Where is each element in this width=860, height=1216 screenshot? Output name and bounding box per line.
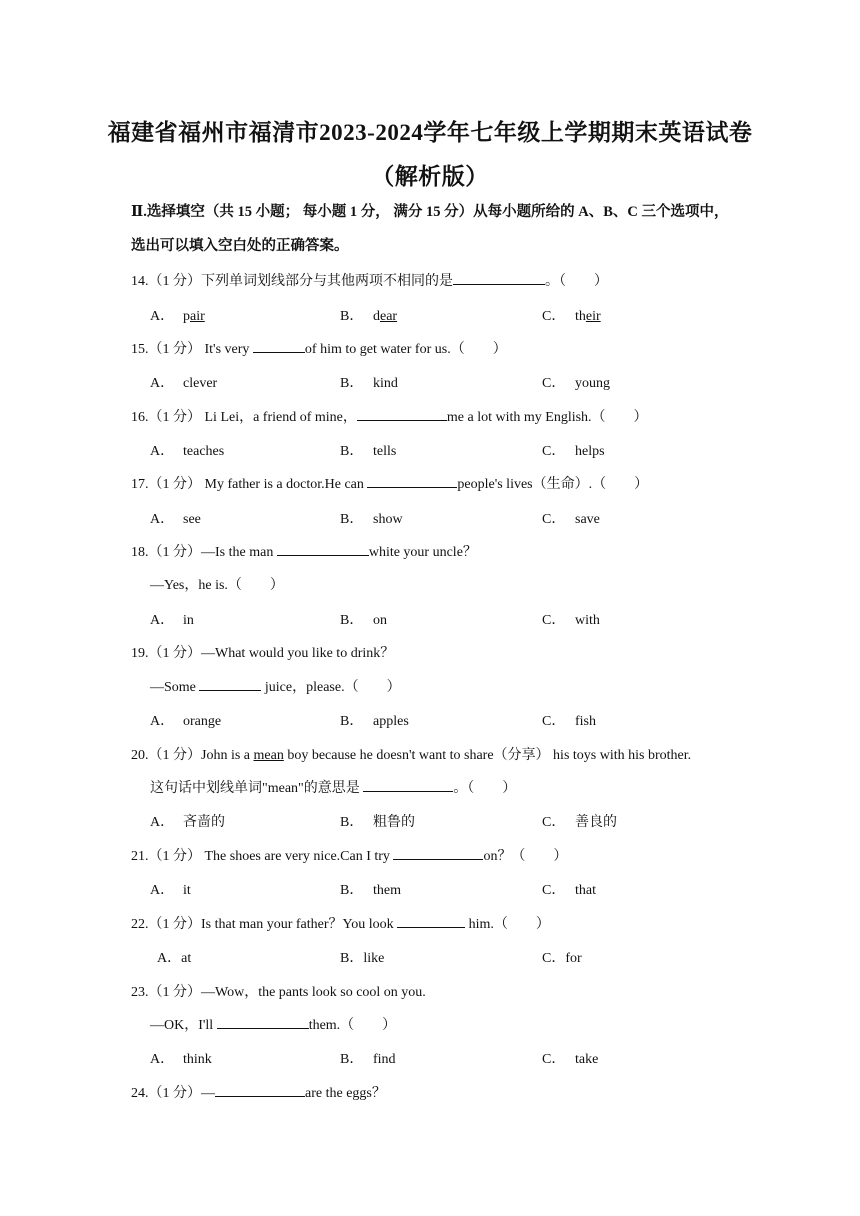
options-23: [150, 1048, 710, 1068]
options-21: [150, 879, 710, 899]
option-c: C． take: [542, 1052, 599, 1067]
question-20-line2: 这句话中划线单词"mean"的意思是 。（ ）: [150, 781, 517, 796]
option-a: A． see: [150, 512, 201, 527]
question-21: 21.（1 分） The shoes are very nice.Can I try on？（ ）: [131, 849, 568, 864]
option-a: A． it: [150, 883, 191, 898]
option-b: B． find: [340, 1052, 396, 1067]
options-18: [150, 609, 710, 629]
answer-blank: [397, 915, 465, 928]
options-19: [150, 710, 710, 730]
option-b: B． tells: [340, 444, 397, 459]
question-23: 23.（1 分）—Wow，the pants look so cool on you.: [131, 985, 426, 1000]
option-b: B． them: [340, 883, 401, 898]
question-14: 14.（1 分）下列单词划线部分与其他两项不相同的是 。（ ）: [131, 274, 608, 289]
option-b: B． apples: [340, 714, 409, 729]
option-c: C． helps: [542, 444, 605, 459]
option-c: C． that: [542, 883, 596, 898]
option-c: C． young: [542, 376, 610, 391]
option-a: A． teaches: [150, 444, 225, 459]
option-a: A． in: [150, 613, 194, 628]
question-20: 20.（1 分）John is a mean boy because he doesn't want to share（分享） his toys with his brother.: [131, 748, 692, 763]
question-18-reply: —Yes，he is.（ ）: [150, 578, 284, 593]
option-a: A．at: [157, 951, 192, 966]
answer-blank: [367, 475, 457, 488]
option-b: B． kind: [340, 376, 398, 391]
options-17: [150, 508, 710, 528]
document-title: 福建省福州市福清市2023-2024学年七年级上学期期末英语试卷: [107, 120, 753, 145]
question-17: 17.（1 分） My father is a doctor.He can people's lives（生命）.（ ）: [131, 477, 649, 492]
section-instructions: Ⅱ.选择填空（共 15 小题； 每小题 1 分， 满分 15 分）从每小题所给的 A、B、C 三个选项中， 选出可以填入空白处的正确答案。: [131, 204, 729, 254]
question-19-reply: —Some juice，please.（ ）: [150, 680, 401, 695]
question-18: 18.（1 分）—Is the man white your uncle？: [131, 545, 477, 560]
option-b: B． dear: [340, 309, 398, 324]
option-a: A． orange: [150, 714, 222, 729]
options-15: [150, 372, 710, 392]
option-a: A． 吝啬的: [150, 815, 225, 830]
option-c: C． their: [542, 309, 601, 324]
question-16: 16.（1 分） Li Lei，a friend of mine， me a lot with my English.（ ）: [131, 410, 648, 425]
option-b: B． show: [340, 512, 403, 527]
answer-blank: [199, 678, 261, 691]
option-b: B．like: [340, 951, 385, 966]
option-c: C．for: [542, 951, 582, 966]
option-a: A． clever: [150, 376, 218, 391]
answer-blank: [217, 1016, 309, 1029]
option-c: C． fish: [542, 714, 596, 729]
option-b: B． 粗鲁的: [340, 815, 415, 830]
document-subtitle: （解析版）: [371, 164, 489, 189]
question-15: 15.（1 分） It's very of him to get water for us.（ ）: [131, 342, 507, 357]
answer-blank: [253, 340, 305, 353]
option-a: A． think: [150, 1052, 212, 1067]
options-22: [150, 947, 710, 967]
options-14: [150, 305, 710, 325]
option-b: B． on: [340, 613, 387, 628]
question-23-reply: —OK，I'll them.（ ）: [150, 1018, 397, 1033]
option-c: C． with: [542, 613, 600, 628]
answer-blank: [393, 847, 483, 860]
answer-blank: [277, 543, 369, 556]
question-19: 19.（1 分）—What would you like to drink？: [131, 646, 395, 661]
option-c: C． save: [542, 512, 600, 527]
options-20: [150, 811, 710, 831]
options-16: [150, 440, 710, 460]
answer-blank: [453, 272, 545, 285]
option-a: A． pair: [150, 309, 205, 324]
option-c: C． 善良的: [542, 815, 617, 830]
question-24: 24.（1 分）— are the eggs？: [131, 1086, 386, 1101]
answer-blank: [215, 1084, 305, 1097]
answer-blank: [357, 408, 447, 421]
question-22: 22.（1 分）Is that man your father？You look him.（ ）: [131, 917, 550, 932]
answer-blank: [363, 779, 453, 792]
